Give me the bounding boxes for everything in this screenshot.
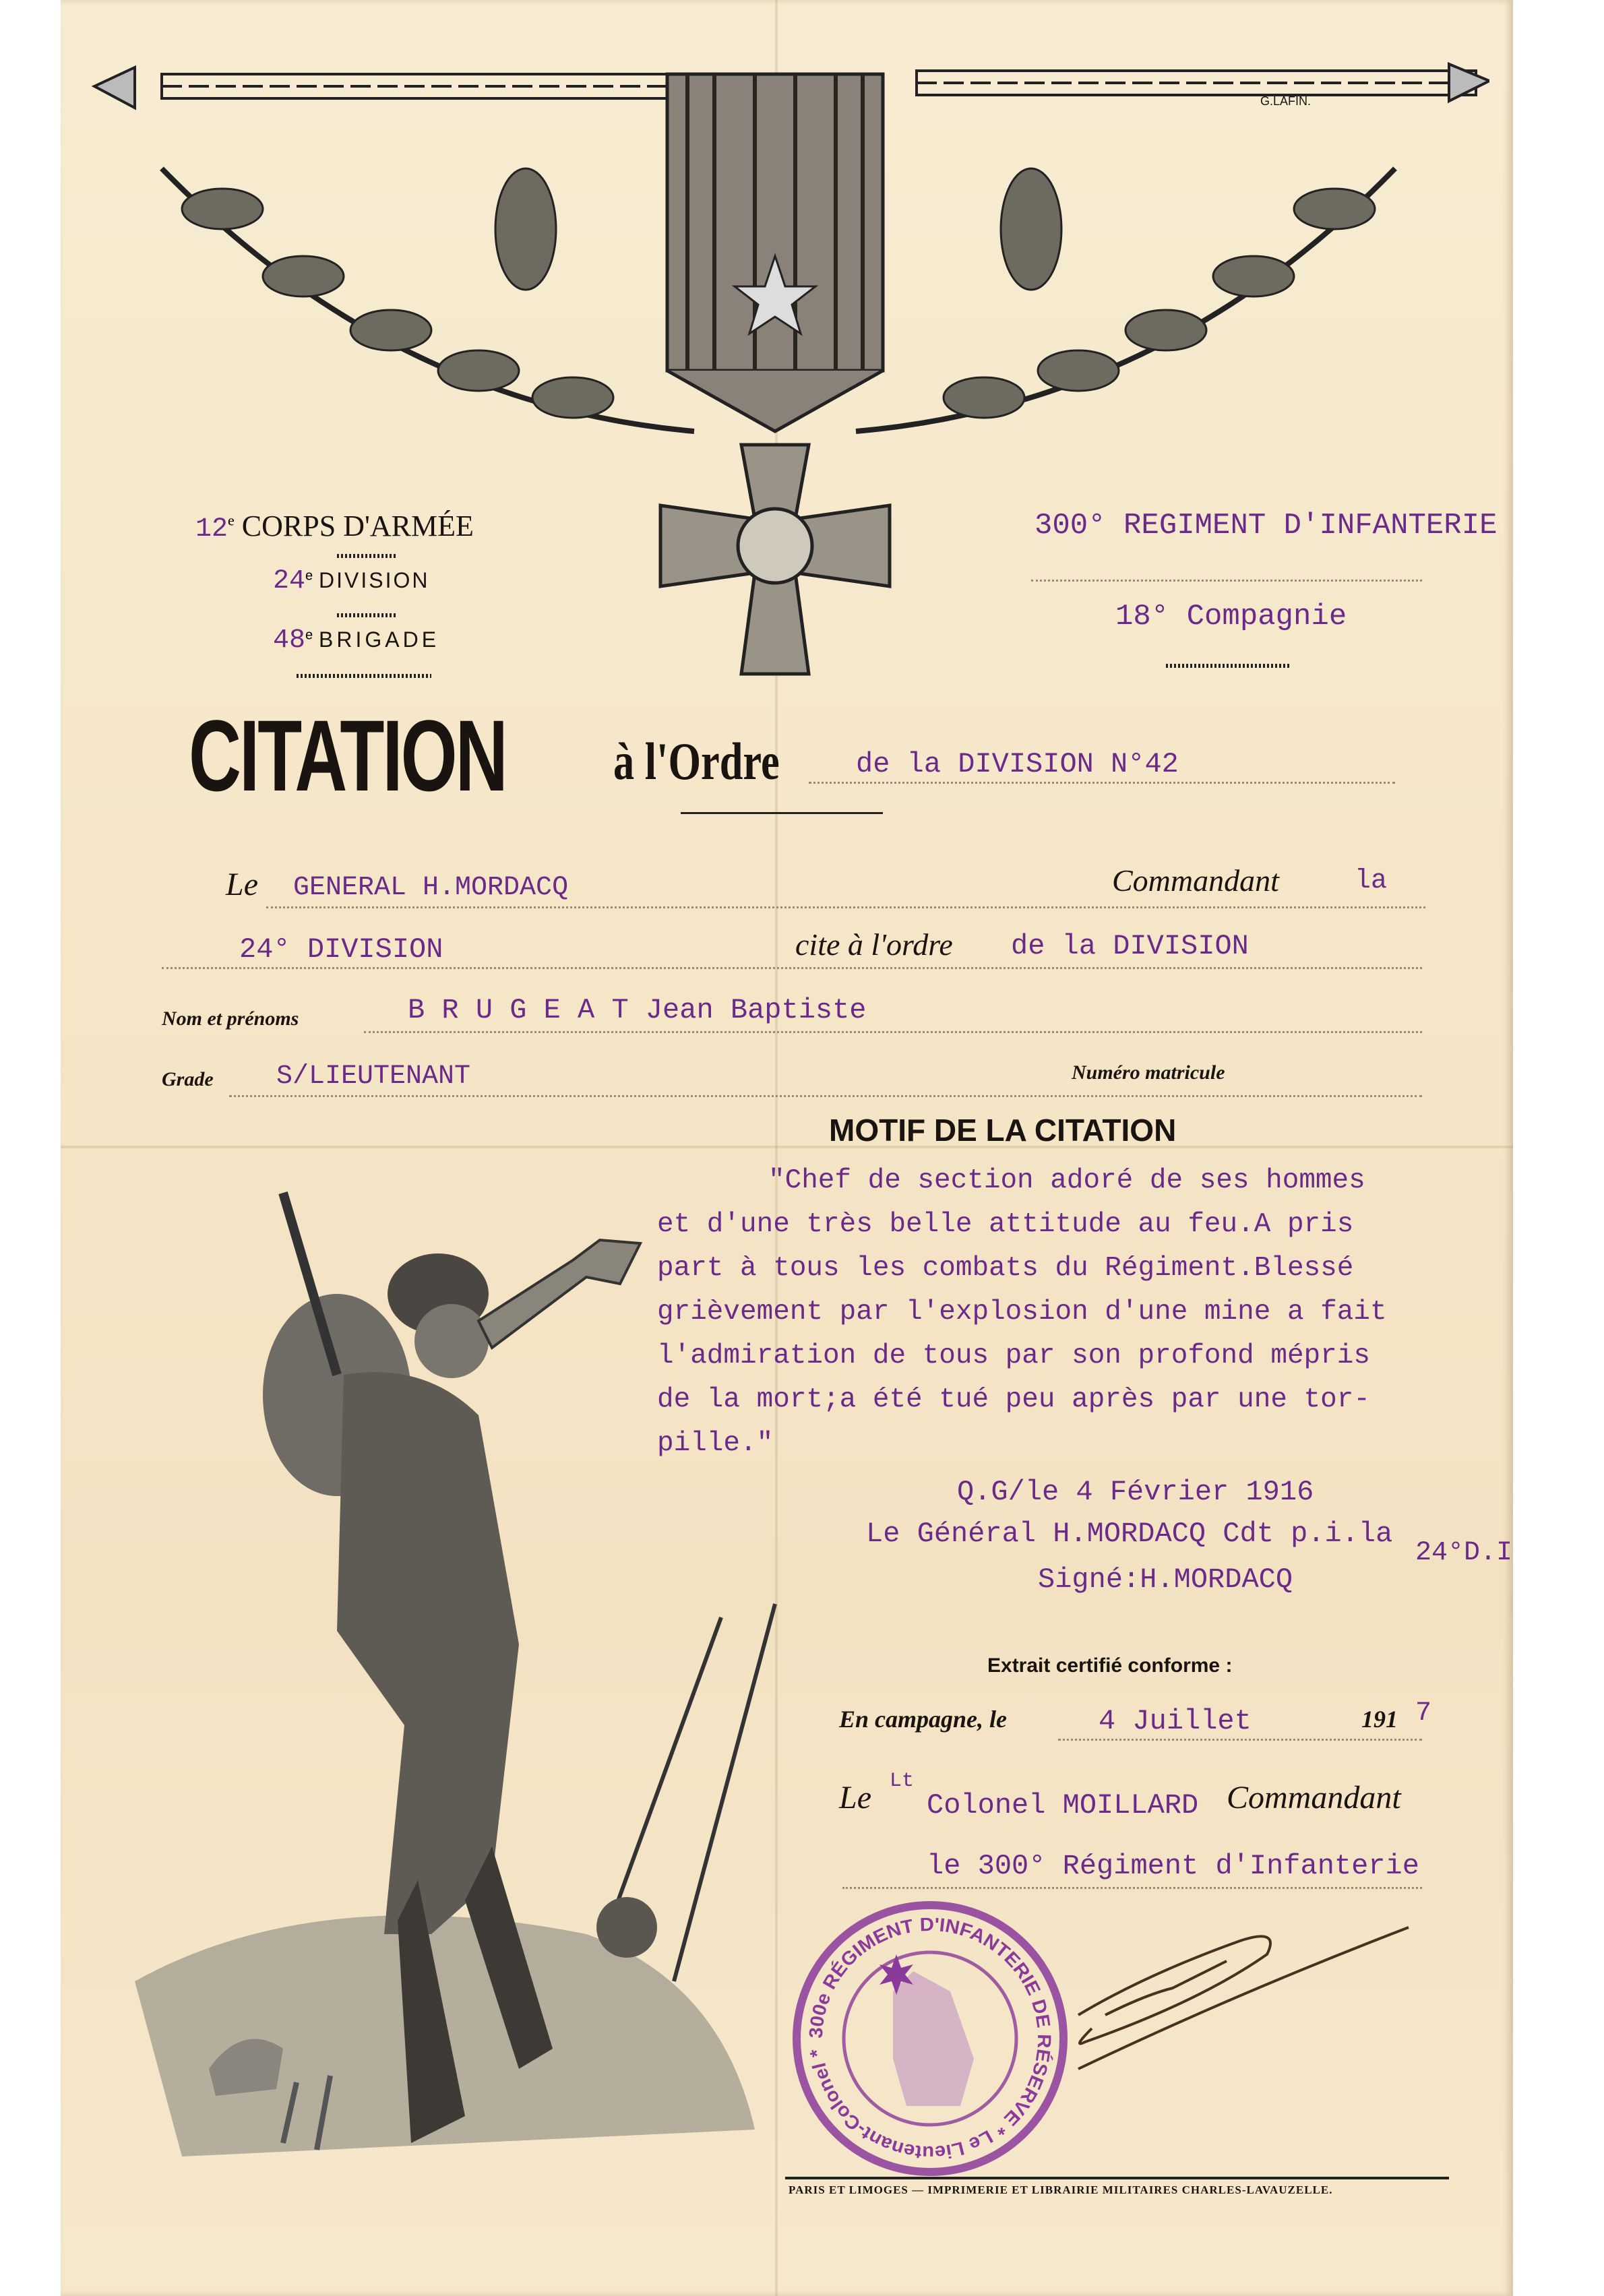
officer-unit: le 300° Régiment d'Infanterie <box>927 1850 1419 1882</box>
name-label: Nom et prénoms <box>162 1007 299 1030</box>
place-label: En campagne, le <box>839 1706 1007 1733</box>
motif-line: et d'une très belle attitude au feu.A pris <box>657 1209 1354 1240</box>
corps-number: 12 <box>195 514 228 545</box>
bugler-soldier-illustration <box>115 1173 789 2170</box>
divider <box>337 554 398 558</box>
motif-line: part à tous les combats du Régiment.Blessé <box>657 1253 1354 1284</box>
division-label: DIVISION <box>319 568 430 592</box>
divider <box>297 674 431 678</box>
soldier-name: B R U G E A T Jean Baptiste <box>408 994 867 1026</box>
bugle-icon <box>479 1240 640 1348</box>
motif-line: "Chef de section adoré de ses hommes <box>768 1165 1365 1196</box>
corps-line <box>195 509 474 545</box>
motif-line: de la mort;a été tué peu après par une tor- <box>657 1384 1370 1415</box>
cross-icon <box>660 445 890 674</box>
division-line <box>273 566 430 596</box>
soldier-head <box>414 1304 489 1378</box>
motif-line: l'admiration de tous par son profond mépris <box>657 1340 1370 1371</box>
cite-label: cite à l'ordre <box>795 927 953 962</box>
field-line <box>1031 580 1422 582</box>
officer-signature <box>1065 1914 1442 2103</box>
motif-signed: Signé:H.MORDACQ <box>1038 1563 1293 1596</box>
ordinal-suffix: e <box>305 568 313 584</box>
divider <box>337 613 398 617</box>
motif-line: grièvement par l'explosion d'une mine a fait <box>657 1297 1387 1328</box>
company-name: 18° Compagnie <box>1115 600 1347 633</box>
motif-heading: MOTIF DE LA CITATION <box>829 1113 1177 1148</box>
title-ordre: à l'Ordre <box>613 732 780 790</box>
brigade-label: BRIGADE <box>319 627 440 652</box>
ribbon <box>667 74 883 431</box>
field-line <box>1058 1739 1422 1741</box>
officer-le-label: Le <box>839 1780 871 1816</box>
field-line <box>809 782 1395 784</box>
ordinal-suffix: e <box>305 627 313 643</box>
artist-signature: G.LAFIN. <box>1260 94 1312 108</box>
cite-typed: de la DIVISION <box>1011 930 1249 962</box>
le-label: Le <box>226 867 258 902</box>
regiment-stamp <box>789 1897 1072 2180</box>
motif-signer: Le Général H.MORDACQ Cdt p.i.la <box>866 1518 1393 1550</box>
croix-de-guerre-ornament <box>88 54 1489 694</box>
year-printed: 191 <box>1361 1706 1398 1733</box>
printer-imprint: PARIS ET LIMOGES — IMPRIMERIE ET LIBRAIRIE MILITAIRES CHARLES-LAVAUZELLE. <box>789 2183 1333 2196</box>
grade-label: Grade <box>162 1068 214 1090</box>
brigade-line <box>273 625 439 656</box>
liberty-figure-icon <box>893 1971 974 2106</box>
motif-line: pille." <box>657 1428 774 1459</box>
divider <box>1166 664 1291 668</box>
officer-rank-sup: Lt <box>890 1770 915 1793</box>
division-number: 24 <box>273 566 306 596</box>
stamp-text: 300e RÉGIMENT D'INFANTERIE DE RÉSERVE * Le Lieutenant-Colonel * <box>805 1913 1055 2164</box>
motif-date: Q.G/le 4 Février 1916 <box>957 1476 1314 1508</box>
field-line <box>266 906 1425 908</box>
year-typed: 7 <box>1415 1698 1432 1729</box>
commandant-typed: la <box>1355 866 1388 896</box>
certification-heading: Extrait certifié conforme : <box>987 1654 1233 1677</box>
brigade-number: 48 <box>273 625 306 656</box>
officer-name: Colonel MOILLARD <box>927 1789 1199 1822</box>
motif-signer-sub: 24°D.I <box>1415 1538 1513 1568</box>
divider <box>681 812 883 814</box>
ordinal-suffix: e <box>228 511 235 529</box>
bayonet <box>674 1604 775 1981</box>
divider <box>785 2177 1449 2179</box>
title-division: de la DIVISION N°42 <box>856 748 1179 780</box>
unit-value: 24° DIVISION <box>239 933 443 966</box>
field-line <box>842 1887 1422 1889</box>
officer-commandant-label: Commandant <box>1227 1780 1401 1816</box>
second-soldier <box>596 1897 657 1958</box>
field-line <box>229 1095 1422 1097</box>
matricule-label: Numéro matricule <box>1072 1061 1225 1084</box>
corps-label: CORPS D'ARMÉE <box>241 509 474 542</box>
regiment-name: 300° REGIMENT D'INFANTERIE <box>1035 509 1498 542</box>
field-line <box>162 967 1422 969</box>
grade-value: S/LIEUTENANT <box>276 1061 471 1092</box>
commander-name: GENERAL H.MORDACQ <box>293 873 569 903</box>
field-line <box>364 1031 1422 1033</box>
certification-date: 4 Juillet <box>1099 1705 1252 1737</box>
commandant-label: Commandant <box>1112 863 1279 898</box>
title-citation: CITATION <box>189 699 506 812</box>
fold-line <box>61 1146 1513 1148</box>
